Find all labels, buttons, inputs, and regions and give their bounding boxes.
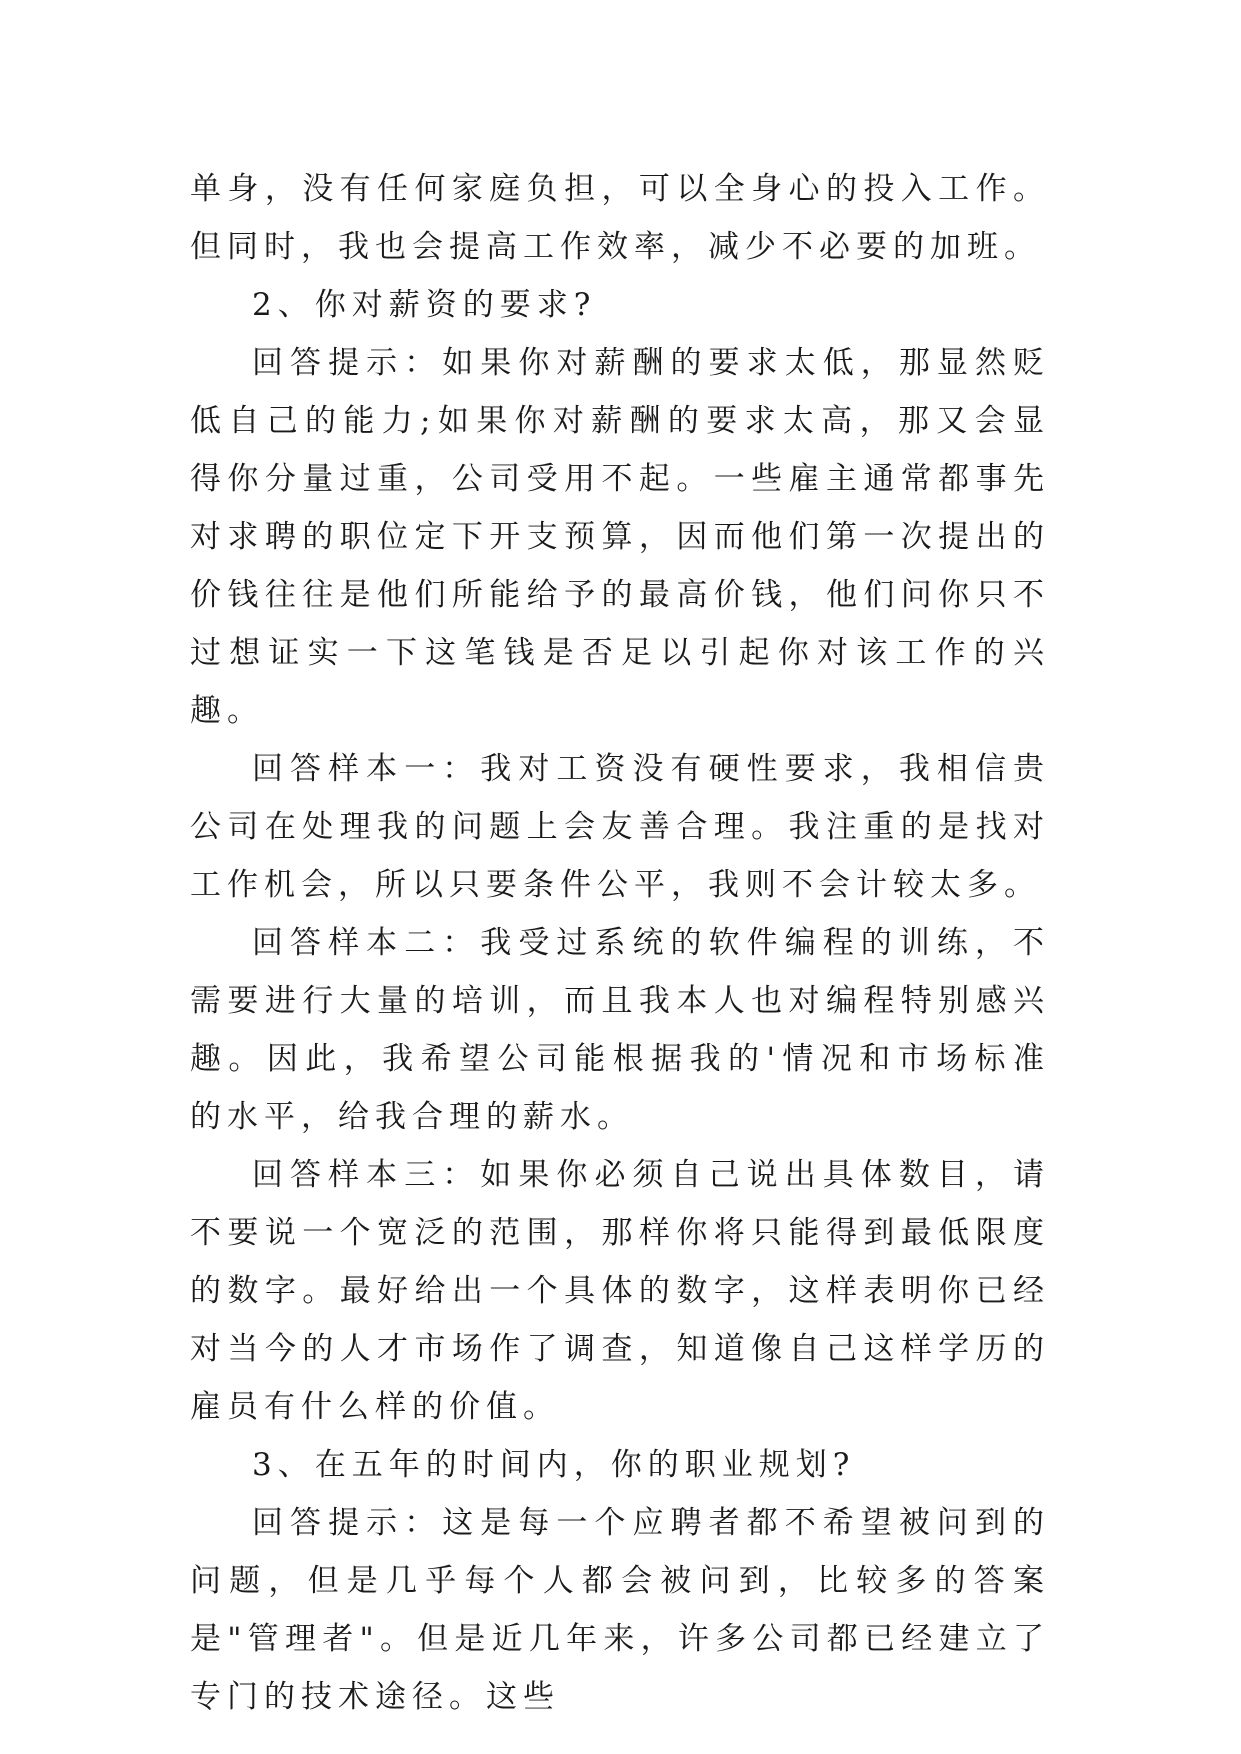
answer-sample-1-paragraph: 回答样本一：我对工资没有硬性要求，我相信贵公司在处理我的问题上会友善合理。我注重的是找对工作机会，所以只要条件公平，我则不会计较太多。 [190,751,1050,903]
answer-hint-paragraph: 回答提示：如果你对薪酬的要求太低，那显然贬低自己的能力;如果你对薪酬的要求太高，那又会显得你分量过重，公司受用不起。一些雇主通常都事先对求聘的职位定下开支预算，因而他们第一次提出的价钱往往是他们所能给予的最高价钱，他们问你只不过想证实一下这笔钱是否足以引起你对该工作的兴趣。 [190,345,1050,729]
question-2-heading: 2、你对薪资的要求? [252,287,597,323]
answer-sample-2-paragraph: 回答样本二：我受过系统的软件编程的训练，不需要进行大量的培训，而且我本人也对编程特别感兴趣。因此，我希望公司能根据我的'情况和市场标准的水平，给我合理的薪水。 [190,925,1050,1135]
document-body [190,160,1050,1726]
answer-sample-3-paragraph: 回答样本三：如果你必须自己说出具体数目，请不要说一个宽泛的范围，那样你将只能得到最低限度的数字。最好给出一个具体的数字，这样表明你已经对当今的人才市场作了调查，知道像自己这样学历的雇员有什么样的价值。 [190,1157,1050,1425]
answer-hint-2-paragraph: 回答提示：这是每一个应聘者都不希望被问到的问题，但是几乎每个人都会被问到，比较多的答案是"管理者"。但是近几年来，许多公司都已经建立了专门的技术途径。这些 [190,1505,1050,1715]
question-3-heading: 3、在五年的时间内，你的职业规划? [252,1447,856,1483]
paragraph-1: 单身，没有任何家庭负担，可以全身心的投入工作。但同时，我也会提高工作效率，减少不必要的加班。 [190,171,1050,265]
